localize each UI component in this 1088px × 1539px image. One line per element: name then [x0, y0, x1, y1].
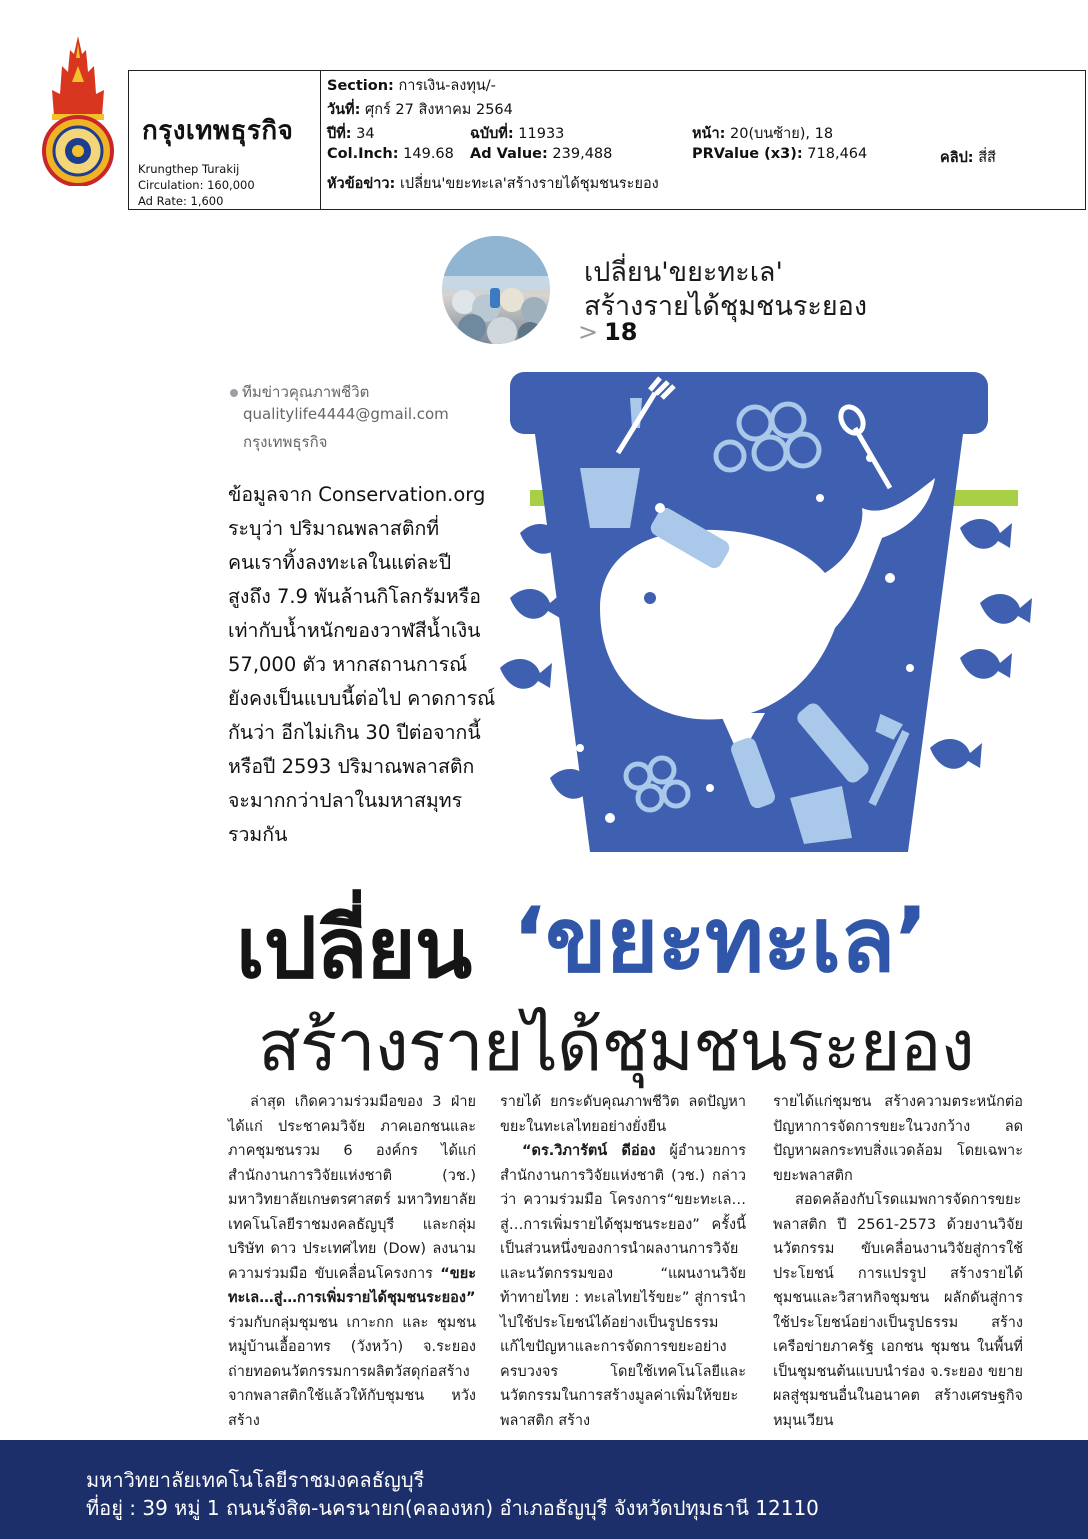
teaser-photo — [442, 236, 550, 344]
bullet-icon — [230, 389, 238, 397]
plastic-bin-whale-illustration — [490, 368, 1050, 863]
lead-paragraph: ข้อมูลจาก Conservation.org ระบุว่า ปริมาณพลาสติกที่ คนเราทิ้งลงทะเลในแต่ละปี สูงถึง 7.9 พันล้านกิโลกรัมหรือ เท่ากับน้ำหนักของวาฬสีน้ำเงิน 57,000 ตัว หากสถานการณ์ ยังคงเป็นแบบนี้ต่อไป คาดการณ์ กันว่า อีกไม่เกิน 30 ปีต่อจากนี้ หรือปี 2593 ปริมาณพลาสติก จะมากกว่าปลาในมหาสมุทร รวมกัน — [228, 483, 496, 846]
headline-line2: สร้างรายได้ชุมชนระยอง — [258, 1005, 974, 1087]
publication-name: กรุงเทพธุรกิจ — [142, 116, 294, 146]
byline-team: ทีมข่าวคุณภาพชีวิต — [230, 380, 369, 404]
meta-page: หน้า: 20(บนซ้าย), 18 — [692, 126, 834, 142]
meta-advalue: Ad Value: 239,488 — [470, 146, 613, 162]
teaser-title-line2: สร้างรายได้ชุมชนระยอง — [584, 291, 868, 322]
header-divider — [320, 70, 321, 210]
chevron-right-icon: > — [578, 318, 599, 346]
body-column-2: รายได้ ยกระดับคุณภาพชีวิต ลดปัญหาขยะในทะเลไทยอย่างยั่งยืน “ดร.วิภารัตน์ ดีอ่อง ผู้อำนวยการสำนักงานการวิจัยแห่งชาติ (วช.) กล่าวว่า ความร่วมมือ โครงการ“ขยะทะเล…สู่…การเพิ่มรายได้ชุมชนระยอง” ครั้งนี้เป็นส่วนหนึ่งของการนำผลงานการวิจัยและนวัตกรรมของ “แผนงานวิจัยท้าทายไทย : ทะเลไทยไร้ขยะ” สู่การนำไปใช้ประโยชน์ได้อย่างเป็นรูปธรรม แก้ไขปัญหาและการจัดการขยะอย่างครบวงจร โดยใช้เทคโนโลยีและนวัตกรรมในการสร้างมูลค่าเพิ่มให้ขยะพลาสติก สร้าง — [500, 1094, 746, 1429]
footer-address: ที่อยู่ : 39 หมู่ 1 ถนนรังสิต-นครนายก(คลองหก) อำเภอธัญบุรี จังหวัดปทุมธานี 12110 — [86, 1496, 819, 1520]
headline-part1: เปลี่ยน — [236, 899, 472, 997]
teaser-page-ref: > 18 — [578, 318, 638, 346]
university-seal-logo — [38, 36, 118, 186]
meta-prvalue: PRValue (x3): 718,464 — [692, 146, 868, 162]
body-column-1: ล่าสุด เกิดความร่วมมือของ 3 ฝ่าย ได้แก่ ประชาคมวิจัย ภาคเอกชนและภาคชุมชนรวม 6 องค์กร ได้แก่สำนักงานการวิจัยแห่งชาติ (วช.) มหาวิทยาลัยเกษตรศาสตร์ มหาวิทยาลัยเทคโนโลยีราชมงคลธัญบุรี และกลุ่มบริษัท ดาว ประเทศไทย (Dow) ลงนามความร่วมมือ ขับเคลื่อนโครงการ “ขยะทะเล…สู่…การเพิ่มรายได้ชุมชนระยอง” ร่วมกับกลุ่มชุมชน เกาะกก และ ชุมชนหมู่บ้านเอื้ออาทร (วังหว้า) จ.ระยอง ถ่ายทอดนวัตกรรมการผลิตวัสดุก่อสร้างจากพลาสติกใช้แล้วให้กับชุมชน หวังสร้าง — [228, 1094, 476, 1429]
footer-university: มหาวิทยาลัยเทคโนโลยีราชมงคลธัญบุรี — [86, 1468, 425, 1492]
headline-part2: ‘ขยะทะเล’ — [512, 888, 928, 993]
meta-issue: ฉบับที่: 11933 — [470, 126, 565, 142]
meta-headline: หัวข้อข่าว: เปลี่ยน'ขยะทะเล'สร้างรายได้ชุมชนระยอง — [327, 176, 659, 192]
meta-date: วันที่: ศุกร์ 27 สิงหาคม 2564 — [327, 102, 513, 118]
ad-rate: Ad Rate: 1,600 — [138, 194, 224, 208]
meta-section: Section: การเงิน-ลงทุน/- — [327, 78, 496, 94]
meta-clip: คลิป: สี่สี — [940, 150, 996, 166]
meta-colinch: Col.Inch: 149.68 — [327, 146, 454, 162]
body-column-3: รายได้แก่ชุมชน สร้างความตระหนักต่อปัญหาการจัดการขยะในวงกว้าง ลดปัญหาผลกระทบสิ่งแวดล้อม โดยเฉพาะขยะพลาสติก สอดคล้องกับโรดแมพการจัดการขยะพลาสติก ปี 2561-2573 ด้วยงานวิจัย นวัตกรรม ขับเคลื่อนงานวิจัยสู่การใช้ประโยชน์ การแปรรูป สร้างรายได้ชุมชนและวิสาหกิจชุมชน ผลักดันสู่การใช้ประโยชน์อย่างเป็นรูปธรรม สร้างเครือข่ายภาครัฐ เอกชน ชุมชน ในพื้นที่ เป็นชุมชนต้นแบบนำร่อง จ.ระยอง ขยายผลสู่ชุมชนอื่นในอนาคต สร้างเศรษฐกิจหมุนเวียน — [773, 1094, 1023, 1429]
byline-paper: กรุงเทพธุรกิจ — [243, 433, 328, 451]
circulation: Circulation: 160,000 — [138, 178, 255, 192]
byline-email: qualitylife4444@gmail.com — [243, 405, 449, 423]
meta-year: ปีที่: 34 — [327, 126, 375, 142]
publication-name-en: Krungthep Turakij — [138, 162, 240, 176]
teaser-title-line1: เปลี่ยน'ขยะทะเล' — [584, 257, 783, 288]
